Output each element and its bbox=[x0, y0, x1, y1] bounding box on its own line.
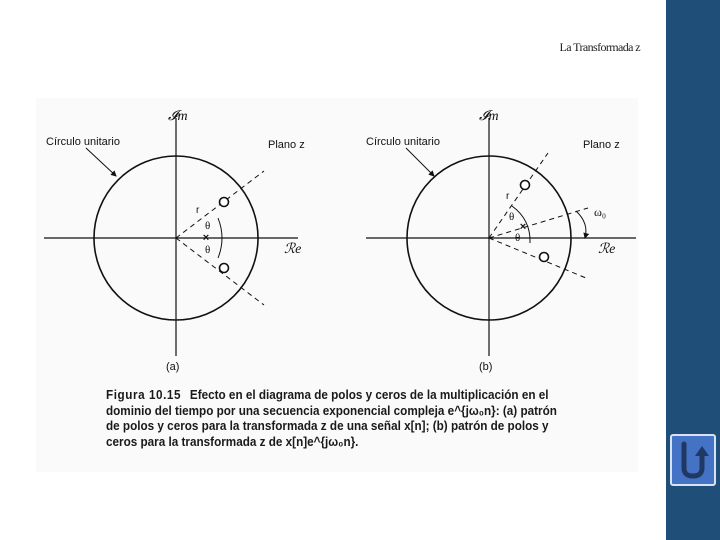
real-axis-label-b: ℛe bbox=[598, 242, 616, 257]
theta-lower-b: θ bbox=[515, 232, 521, 244]
omega-label-b: ω₀ bbox=[594, 205, 607, 219]
real-axis-label-a: ℛe bbox=[284, 242, 302, 257]
plane-label-a: Plano z bbox=[268, 139, 305, 151]
zero-upper-b bbox=[521, 181, 530, 190]
panel-a bbox=[44, 109, 305, 373]
textbook-figure bbox=[36, 98, 638, 472]
theta-upper-b: θ bbox=[509, 211, 515, 223]
figure-caption bbox=[106, 388, 571, 450]
panel-b bbox=[366, 109, 636, 373]
zero-lower-b bbox=[540, 253, 549, 262]
return-button[interactable] bbox=[670, 434, 716, 486]
figure-number: Figura 10.15 bbox=[106, 388, 182, 402]
u-turn-return-arrow-icon bbox=[672, 436, 714, 484]
theta-upper-a: θ bbox=[205, 220, 211, 232]
plane-label-b: Plano z bbox=[583, 139, 620, 151]
sublabel-b: (b) bbox=[479, 361, 493, 373]
omega-arc-b bbox=[576, 211, 586, 238]
unit-circle-pointer-b bbox=[406, 148, 434, 176]
radius-label-b: r bbox=[506, 191, 510, 202]
sublabel-a: (a) bbox=[166, 361, 180, 373]
zero-upper-a bbox=[220, 198, 229, 207]
unit-circle-label-a: Círculo unitario bbox=[46, 136, 120, 148]
theta-lower-a: θ bbox=[205, 244, 211, 256]
zero-lower-a bbox=[220, 264, 229, 273]
unit-circle-pointer-a bbox=[86, 148, 116, 176]
imag-axis-label-b: 𝓘m bbox=[479, 109, 499, 124]
ray-omega-b bbox=[489, 208, 588, 238]
unit-circle-label-b: Círculo unitario bbox=[366, 136, 440, 148]
imag-axis-label-a: 𝓘m bbox=[168, 109, 188, 124]
radius-label-a: r bbox=[196, 205, 200, 216]
ray-upper-b bbox=[489, 153, 548, 238]
caption-text: Efecto en el diagrama de polos y ceros de la multiplicación en el dominio del tiempo por una secuencia exponencial compleja e^{jω₀n}: (a) patrón de polos y ceros para la transformada z de una señal x[n]; (b) patrón de polos y ceros para la transformada z de x[n]e^{jω₀n}. bbox=[106, 388, 557, 449]
pole-b: × bbox=[519, 220, 527, 233]
pole-a: × bbox=[202, 231, 210, 244]
slide-title: La Transformada z bbox=[559, 40, 640, 54]
